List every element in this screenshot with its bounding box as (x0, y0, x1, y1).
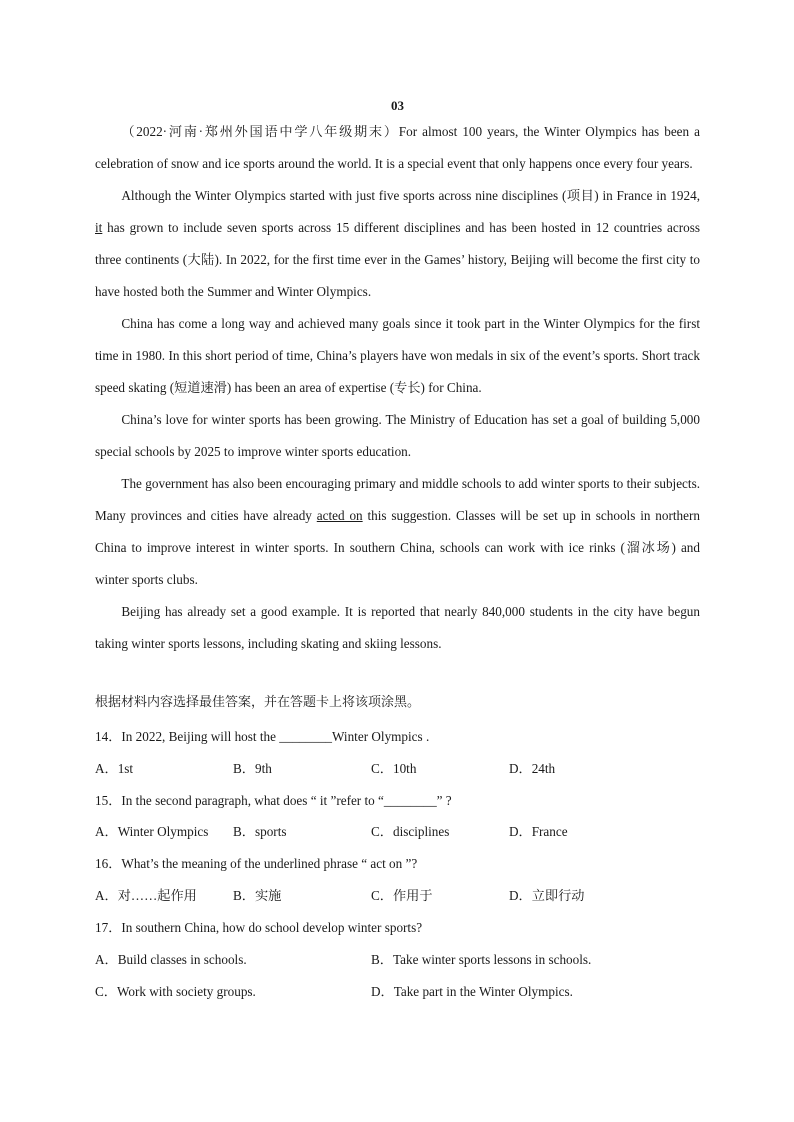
paragraph-4: China’s love for winter sports has been growing. The Ministry of Education has set a goal of building 5,000 special schools by 2025 to improve winter sports education. (95, 412, 700, 459)
paragraph-3: China has come a long way and achieved many goals since it took part in the Winter Olympics for the first time in 1980. In this short period of time, China’s players have won medals in six of the event’s sports. Short track speed skating (短道速滑) has been an area of expertise (专长) for China. (95, 316, 700, 395)
question-17-options-row-1 (95, 949, 700, 971)
option-d[interactable]: D．Take part in the Winter Olympics. (371, 984, 573, 999)
option-c[interactable]: C．Work with society groups. (95, 984, 256, 999)
paragraph-2-text-a: Although the Winter Olympics started with just five sports across nine disciplines (项目) in France in 1924, (121, 188, 700, 203)
option-a[interactable]: A．1st (95, 761, 134, 776)
underlined-phrase-acted-on: acted on (316, 508, 363, 523)
question-16-stem: 16．What’s the meaning of the underlined phrase “ act on ”? (95, 856, 418, 871)
paragraph-2 (95, 180, 700, 308)
question-14-options (95, 758, 700, 780)
answer-instruction: 根据材料内容选择最佳答案，并在答题卡上将该项涂黑。 (95, 694, 421, 709)
paragraph-5 (95, 468, 700, 596)
option-b[interactable]: B．9th (233, 761, 272, 776)
underlined-word-it: it (95, 220, 103, 235)
question-14-stem: 14．In 2022, Beijing will host the ________Winter Olympics . (95, 729, 430, 744)
option-d[interactable]: D．France (509, 824, 568, 839)
option-b[interactable]: B．Take winter sports lessons in schools. (371, 952, 592, 967)
question-16-options (95, 885, 700, 907)
question-15-options (95, 821, 700, 843)
option-a[interactable]: A．Winter Olympics (95, 824, 209, 839)
question-17-stem: 17．In southern China, how do school develop winter sports? (95, 920, 423, 935)
option-c[interactable]: C．10th (371, 761, 417, 776)
paragraph-1: （2022·河南·郑州外国语中学八年级期末）For almost 100 years, the Winter Olympics has been a celebration of snow and ice sports around the world. It is a special event that only happens once every four years. (95, 124, 700, 171)
section-number: 03 (391, 98, 404, 113)
option-a[interactable]: A．Build classes in schools. (95, 952, 247, 967)
paragraph-5-text-b: this suggestion. Classes will be set up in schools in northern China to improve interest in winter sports. In southern China, schools can work with ice rinks (溜冰场) and winter sports clubs. (95, 508, 700, 587)
paragraph-2-text-b: has grown to include seven sports across 15 different disciplines and has been hosted in 12 countries across three continents (大陆). In 2022, for the first time ever in the Games’ history, Beijing will become the first city to have hosted both the Summer and Winter Olympics. (95, 220, 700, 299)
paragraph-5-text-a: The government has also been encouraging primary and middle schools to add winter sports to their subjects. Many provinces and cities have already (95, 476, 700, 523)
option-c[interactable]: C．disciplines (371, 824, 450, 839)
option-b[interactable]: B．实施 (233, 888, 282, 903)
option-d[interactable]: D．24th (509, 761, 556, 776)
option-c[interactable]: C．作用于 (371, 888, 433, 903)
option-a[interactable]: A．对……起作用 (95, 888, 197, 903)
reading-passage (95, 116, 700, 660)
option-b[interactable]: B．sports (233, 824, 287, 839)
paragraph-6: Beijing has already set a good example. It is reported that nearly 840,000 students in the city have begun taking winter sports lessons, including skating and skiing lessons. (95, 604, 700, 651)
option-d[interactable]: D．立即行动 (509, 888, 585, 903)
question-17-options-row-2 (95, 981, 700, 1003)
question-15-stem: 15．In the second paragraph, what does “ it ”refer to “________” ? (95, 793, 452, 808)
